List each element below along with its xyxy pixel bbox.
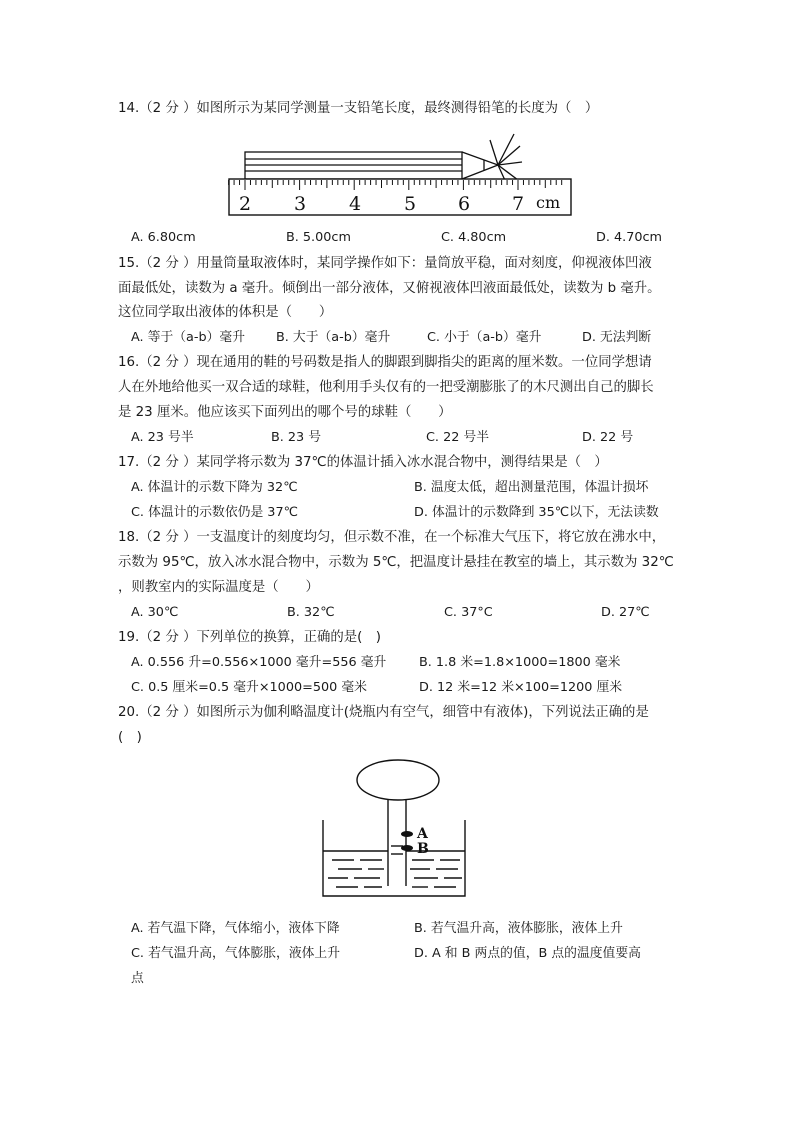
ruler-label-6: 6 <box>457 193 471 215</box>
q18-stem-line2: 示数为 95℃，放入冰水混合物中，示数为 5℃，把温度计悬挂在教室的墙上，其示数为 32℃ <box>118 555 674 570</box>
q18-option-b[interactable]: B. 32℃ <box>287 605 335 620</box>
q14-option-b[interactable]: B. 5.00cm <box>286 230 351 245</box>
q17-stem: 17.（2 分 ）某同学将示数为 37℃的体温计插入冰水混合物中，测得结果是（ ） <box>118 455 608 470</box>
galileo-thermometer-figure <box>318 758 468 900</box>
q15-option-c[interactable]: C. 小于（a-b）毫升 <box>427 330 542 345</box>
q15-option-d[interactable]: D. 无法判断 <box>582 330 652 345</box>
q17-option-d[interactable]: D. 体温计的示数降到 35℃以下，无法读数 <box>414 505 659 520</box>
q20-option-d[interactable]: D. A 和 B 两点的值，B 点的温度值要高 <box>414 946 641 961</box>
q20-stem-line1: 20.（2 分 ）如图所示为伽利略温度计(烧瓶内有空气，细管中有液体)，下列说法正确的是 <box>118 705 649 720</box>
q18-option-a[interactable]: A. 30℃ <box>131 605 179 620</box>
q15-stem-line3: 这位同学取出液体的体积是（ ） <box>118 305 333 320</box>
q19-option-c[interactable]: C. 0.5 厘米=0.5 毫升×1000=500 毫米 <box>131 680 367 695</box>
q20-option-b[interactable]: B. 若气温升高，液体膨胀，液体上升 <box>414 921 623 936</box>
q19-option-a[interactable]: A. 0.556 升=0.556×1000 毫升=556 毫升 <box>131 655 387 670</box>
ruler-label-4: 4 <box>348 193 362 215</box>
q19-option-b[interactable]: B. 1.8 米=1.8×1000=1800 毫米 <box>419 655 621 670</box>
q16-option-c[interactable]: C. 22 号半 <box>426 430 490 445</box>
pencil-ruler-figure <box>228 132 574 218</box>
q16-option-a[interactable]: A. 23 号半 <box>131 430 194 445</box>
q18-stem-line1: 18.（2 分 ）一支温度计的刻度均匀，但示数不准，在一个标准大气压下，将它放在沸水中， <box>118 530 666 545</box>
q17-option-b[interactable]: B. 温度太低，超出测量范围，体温计损坏 <box>414 480 649 495</box>
ruler-label-5: 5 <box>403 193 417 215</box>
q16-stem-line1: 16.（2 分 ）现在通用的鞋的号码数是指人的脚跟到脚指尖的距离的厘米数。一位同学想请 <box>118 355 652 370</box>
ruler-label-7: 7 <box>511 193 525 215</box>
q14-option-c[interactable]: C. 4.80cm <box>441 230 507 245</box>
point-label-b: B <box>417 841 429 857</box>
ruler-label-3: 3 <box>293 193 307 215</box>
q15-stem-line2: 面最低处，读数为 a 毫升。倾倒出一部分液体，又俯视液体凹液面最低处，读数为 b 毫升。 <box>118 281 661 296</box>
q16-option-b[interactable]: B. 23 号 <box>271 430 322 445</box>
q18-option-d[interactable]: D. 27℃ <box>601 605 650 620</box>
q18-option-c[interactable]: C. 37°C <box>444 605 493 620</box>
q20-option-d-continuation: 点 <box>131 971 144 986</box>
q15-stem-line1: 15.（2 分 ）用量筒量取液体时，某同学操作如下：量筒放平稳，面对刻度，仰视液体凹液 <box>118 256 652 271</box>
q15-option-a[interactable]: A. 等于（a-b）毫升 <box>131 330 246 345</box>
ruler-drawing <box>229 179 571 215</box>
q16-stem-line2: 人在外地给他买一双合适的球鞋，他利用手头仅有的一把受潮膨胀了的木尺测出自己的脚长 <box>118 380 654 395</box>
q20-stem-line2: ( ) <box>118 730 142 745</box>
ruler-label-2: 2 <box>238 193 252 215</box>
point-markers <box>401 831 413 851</box>
thermometer-drawing <box>323 760 465 896</box>
q19-stem: 19.（2 分 ）下列单位的换算，正确的是( ) <box>118 630 382 645</box>
q20-option-c[interactable]: C. 若气温升高，气体膨胀，液体上升 <box>131 946 341 961</box>
q14-option-d[interactable]: D. 4.70cm <box>596 230 662 245</box>
q19-option-d[interactable]: D. 12 米=12 米×100=1200 厘米 <box>419 680 623 695</box>
q20-option-a[interactable]: A. 若气温下降，气体缩小，液体下降 <box>131 921 340 936</box>
point-label-a: A <box>417 826 428 842</box>
q14-stem: 14.（2 分 ）如图所示为某同学测量一支铅笔长度，最终测得铅笔的长度为（ ） <box>118 101 599 116</box>
q18-stem-line3: ，则教室内的实际温度是（ ） <box>118 580 319 595</box>
q17-option-a[interactable]: A. 体温计的示数下降为 32℃ <box>131 480 298 495</box>
q15-option-b[interactable]: B. 大于（a-b）毫升 <box>276 330 391 345</box>
q17-option-c[interactable]: C. 体温计的示数依仍是 37℃ <box>131 505 298 520</box>
ruler-unit: cm <box>536 193 561 212</box>
q16-option-d[interactable]: D. 22 号 <box>582 430 634 445</box>
q14-option-a[interactable]: A. 6.80cm <box>131 230 196 245</box>
q16-stem-line3: 是 23 厘米。他应该买下面列出的哪个号的球鞋（ ） <box>118 405 452 420</box>
